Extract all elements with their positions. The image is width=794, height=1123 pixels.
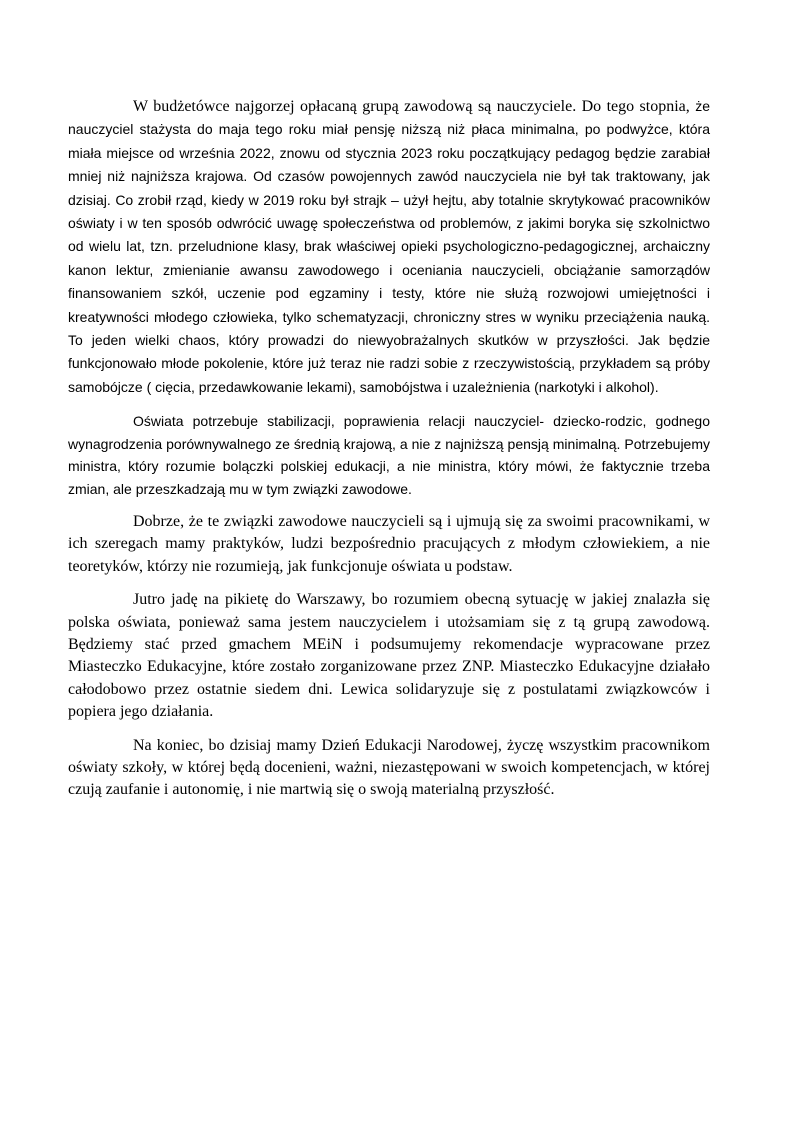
paragraph-2-education-needs: Oświata potrzebuje stabilizacji, poprawienia relacji nauczyciel- dziecko-rodzic, godnego wynagrodzenia porównywalnego ze średnią krajową, a nie z najniższą pensją minimalną. Potrzebujemy ministra, który rozumie bolączki polskiej edukacji, a nie ministra, który mówi, że faktycznie trzeba zmian, ale przeszkadzają mu w tym związki zawodowe. [68, 413, 710, 497]
paragraph-5-closing-wishes: Na koniec, bo dzisiaj mamy Dzień Edukacji Narodowej, życzę wszystkim pracownikom oświaty szkoły, w której będą docenieni, ważni, niezastępowani w swoich kompetencjach, w której czują zaufanie i autonomię, i nie martwią się o swoją materialną przyszłość. [68, 736, 710, 799]
paragraph-1-teachers-pay [68, 95, 710, 399]
document-text-body [68, 95, 710, 813]
text-run-serif: W budżetówce najgorzej opłacaną grupą zawodową są nauczyciele. Do tego stopnia, [133, 98, 696, 115]
text-run-sans: że nauczyciel stażysta do maja tego roku miał pensję niższą niż płaca minimalna, po podwyżce, która miała miejsce od września 2022, znowu od stycznia 2023 roku początkujący pedagog będzie zarabiał mniej niż najniższa krajowa. Od czasów powojennych zawód nauczyciela nie był tak traktowany, jak dzisiaj. Co zrobił rząd, kiedy w 2019 roku był strajk – użył hejtu, aby totalnie skrytykować pracowników oświaty i w ten sposób odwrócić uwagę społeczeństwa od problemów, z jakimi boryka się szkolnictwo od wielu lat, tzn. przeludnione klasy, brak właściwej opieki psychologiczno-pedagogicznej, archaiczny kanon lektur, zmienianie awansu zawodowego i oceniania nauczycieli, obciążanie samorządów finansowaniem szkół, uczenie pod egzaminy i testy, które nie służą rozwojowi umiejętności i kreatywności młodego człowieka, tylko schematyzacji, chroniczny stres w wyniku przeciążenia nauką. To jeden wielki chaos, który prowadzi do niewyobrażalnych skutków w przyszłości. Jak będzie funkcjonowało młode pokolenie, które już teraz nie radzi sobie z rzeczywistością, przykładem są próby samobójcze ( cięcia, przedawkowanie lekami), samobójstwa i uzależnienia (narkotyki i alkohol). [68, 98, 710, 395]
paragraph-3-trade-unions: Dobrze, że te związki zawodowe nauczycieli są i ujmują się za swoimi pracownikami, w ich szeregach mamy praktyków, ludzi bezpośrednio pracujących z młodym człowiekiem, a nie teoretyków, którzy nie rozumieją, jak funkcjonuje oświata u podstaw. [68, 512, 710, 575]
paragraph-4-warsaw-picket: Jutro jadę na pikietę do Warszawy, bo rozumiem obecną sytuację w jakiej znalazła się polska oświata, ponieważ sama jestem nauczycielem i utożsamiam się z tą grupą zawodową. Będziemy stać przed gmachem MEiN i podsumujemy rekomendacje wypracowane przez Miasteczko Edukacyjne, które zostało zorganizowane przez ZNP. Miasteczko Edukacyjne działało całodobowo przez ostatnie siedem dni. Lewica solidaryzuje się z postulatami związkowców i popiera jego działania. [68, 591, 710, 721]
